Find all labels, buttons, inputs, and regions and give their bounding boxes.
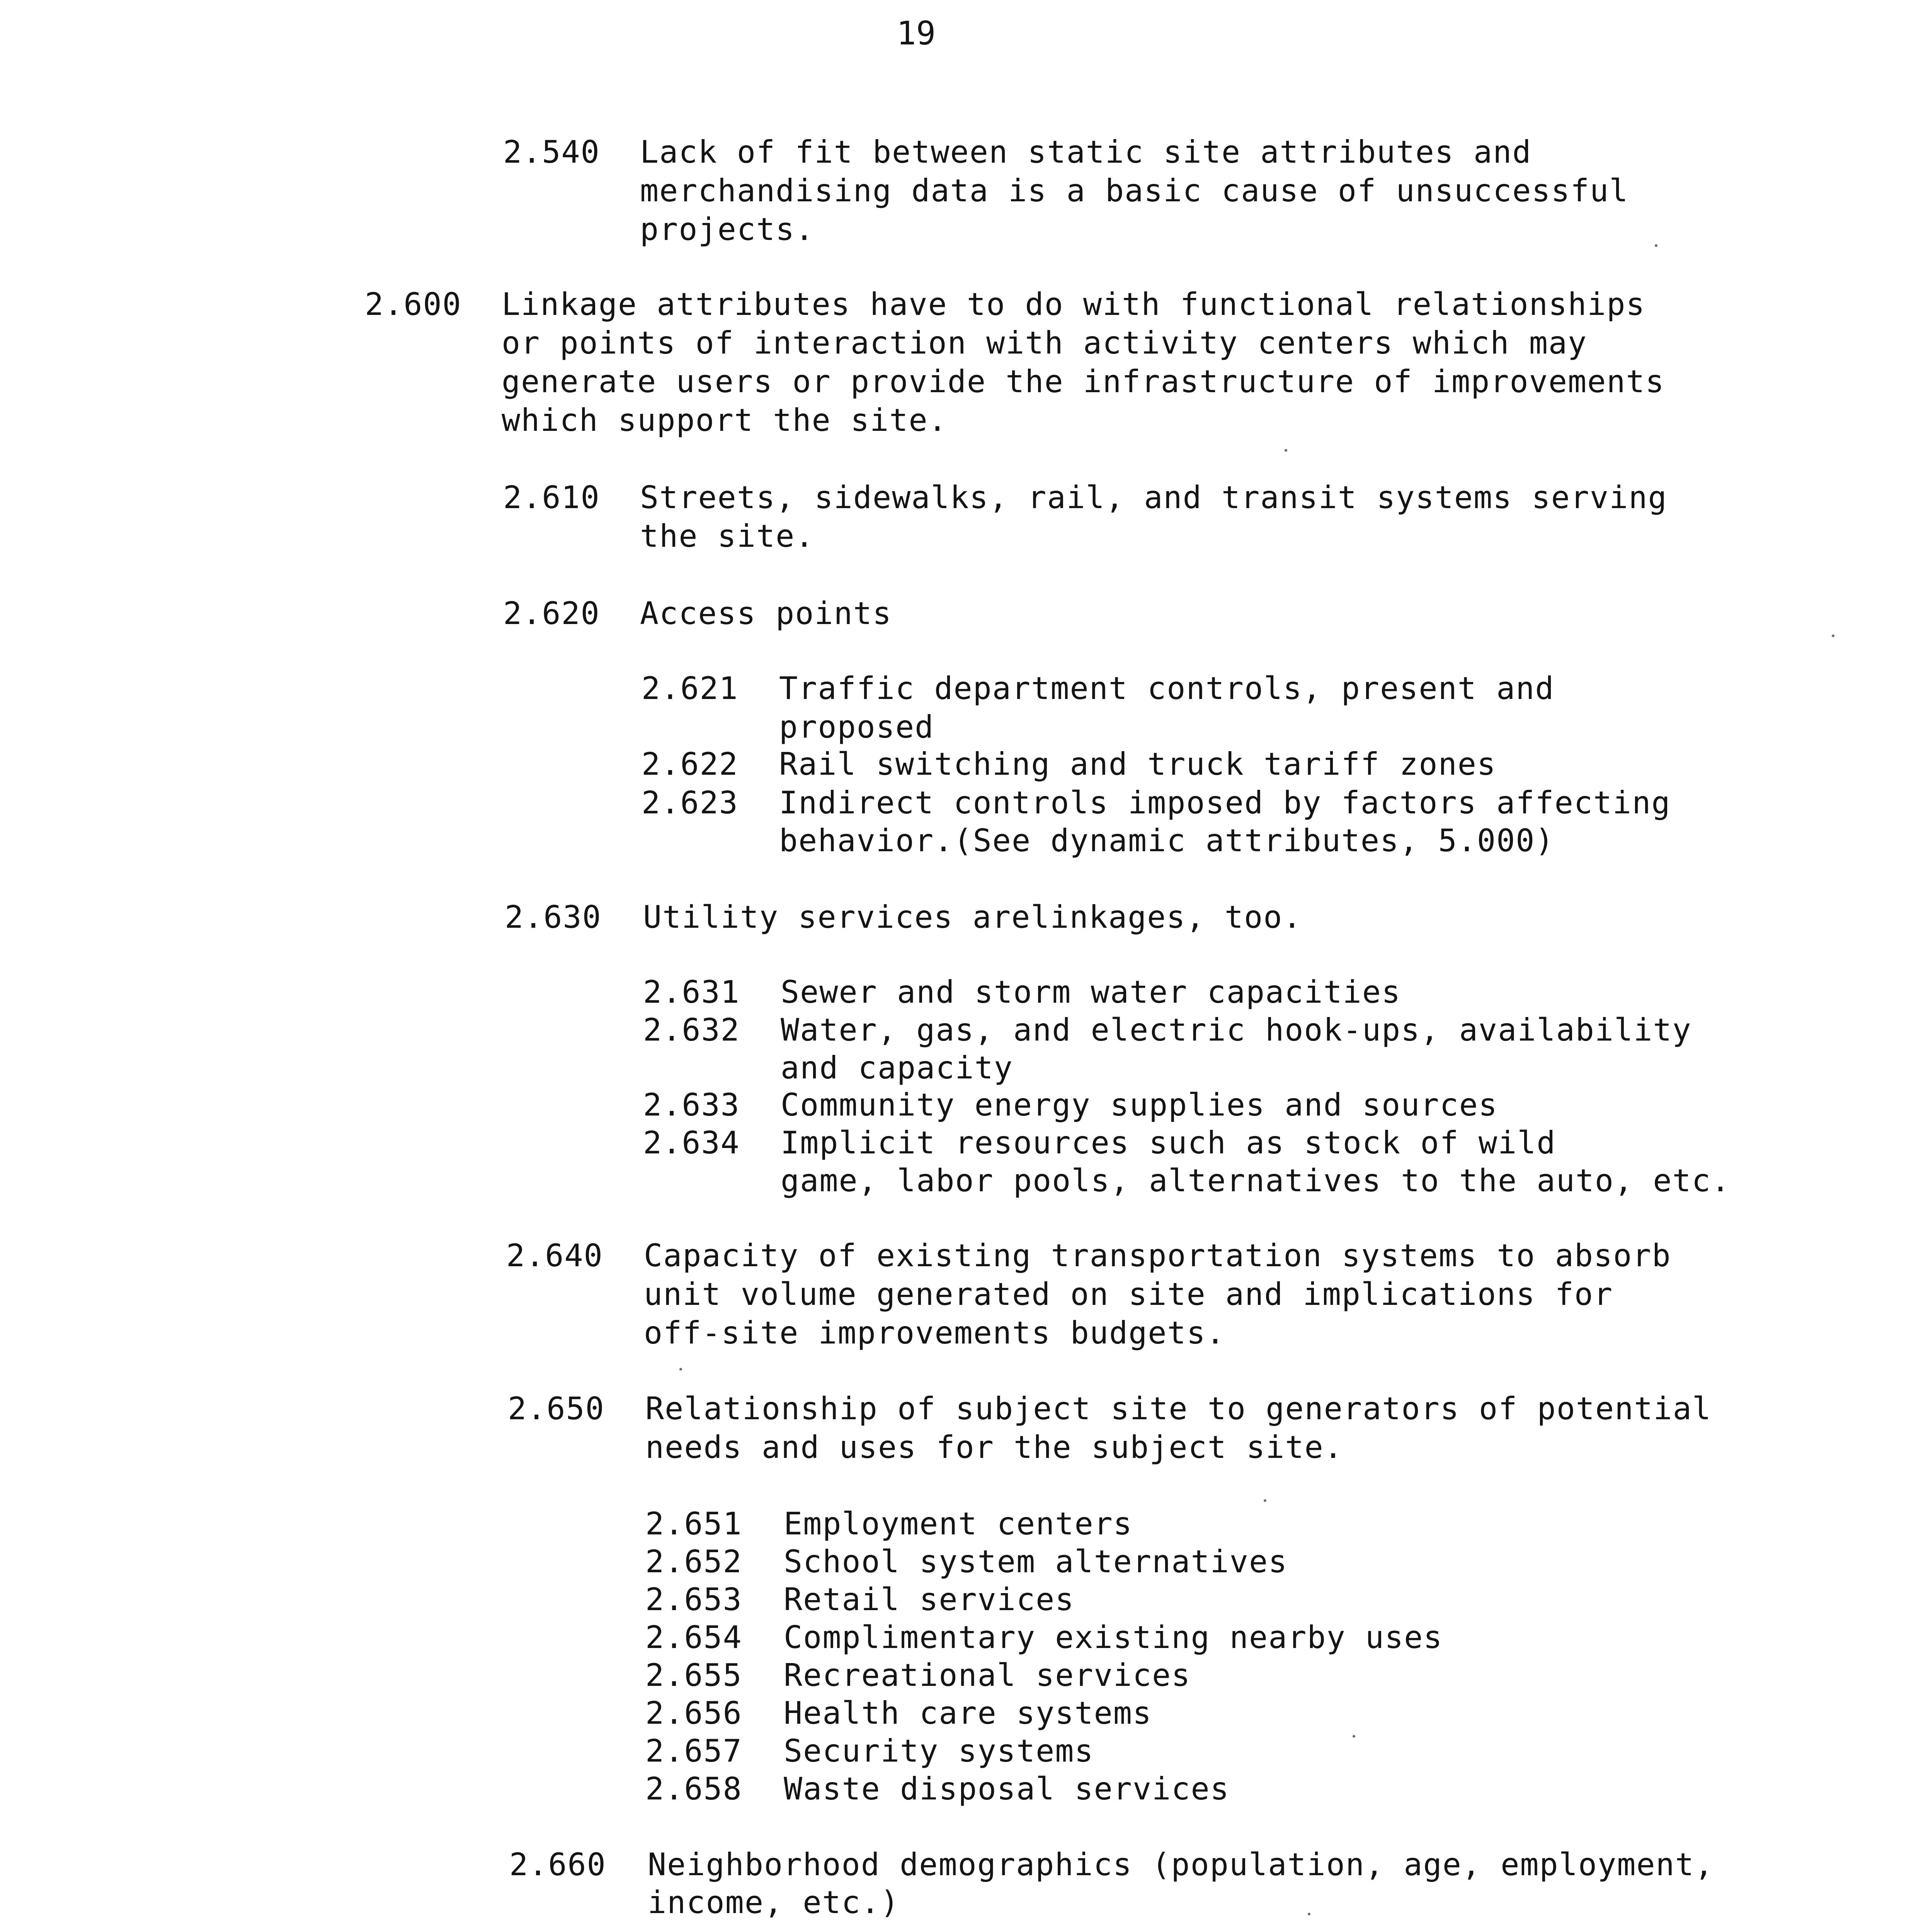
scan-speck <box>1655 244 1657 247</box>
entry-number: 2.632 <box>643 1012 740 1048</box>
entry-text-line: Security systems <box>784 1733 1094 1769</box>
entry-text-line: the site. <box>640 518 815 554</box>
entry-number: 2.600 <box>365 286 462 322</box>
entry-text-line: off-site improvements budgets. <box>644 1315 1225 1351</box>
entry-text-line: generate users or provide the infrastructure of improvements <box>502 364 1665 400</box>
entry-text-line: and capacity <box>781 1050 1013 1086</box>
entry-number: 2.640 <box>506 1238 603 1274</box>
entry-text-line: Retail services <box>784 1582 1075 1617</box>
entry-number: 2.650 <box>508 1391 605 1427</box>
entry-number: 2.654 <box>645 1619 742 1655</box>
entry-number: 2.656 <box>645 1695 742 1731</box>
entry-number: 2.621 <box>642 670 738 706</box>
entry-text-line: Health care systems <box>784 1695 1152 1731</box>
entry-number: 2.634 <box>643 1125 740 1161</box>
entry-number: 2.633 <box>643 1087 740 1123</box>
entry-text-line: proposed <box>779 709 934 745</box>
entry-number: 2.657 <box>645 1733 742 1769</box>
entry-number: 2.540 <box>503 134 600 170</box>
entry-text-line: Rail switching and truck tariff zones <box>779 746 1497 782</box>
entry-number: 2.653 <box>645 1582 742 1617</box>
entry-text-line: unit volume generated on site and implications for <box>644 1276 1613 1312</box>
entry-number: 2.630 <box>505 899 602 935</box>
scan-speck <box>1832 634 1834 637</box>
entry-number: 2.652 <box>645 1544 742 1580</box>
entry-text-line: Sewer and storm water capacities <box>781 974 1401 1010</box>
entry-text-line: Streets, sidewalks, rail, and transit systems serving <box>640 480 1668 515</box>
entry-text-line: merchandising data is a basic cause of unsuccessful <box>640 173 1629 209</box>
page-number: 19 <box>897 14 936 52</box>
entry-number: 2.651 <box>645 1506 742 1542</box>
entry-number: 2.623 <box>642 785 738 821</box>
entry-text-line: Implicit resources such as stock of wild <box>781 1125 1556 1161</box>
entry-text-line: Indirect controls imposed by factors affecting <box>779 785 1671 821</box>
entry-number: 2.631 <box>643 974 740 1010</box>
entry-text-line: Recreational services <box>784 1657 1191 1693</box>
entry-text-line: Complimentary existing nearby uses <box>784 1619 1443 1655</box>
entry-number: 2.620 <box>503 595 600 631</box>
entry-number: 2.610 <box>503 480 600 515</box>
entry-text-line: Linkage attributes have to do with functional relationships <box>502 286 1645 322</box>
entry-number: 2.655 <box>645 1657 742 1693</box>
entry-number: 2.660 <box>509 1847 606 1883</box>
scan-speck <box>1353 1735 1355 1738</box>
entry-text-line: needs and uses for the subject site. <box>645 1429 1343 1465</box>
scan-speck <box>1308 1913 1310 1915</box>
entry-text-line: game, labor pools, alternatives to the auto, etc. <box>781 1163 1731 1199</box>
entry-text-line: Traffic department controls, present and <box>779 670 1555 706</box>
scan-speck <box>679 1368 682 1371</box>
entry-text-line: projects. <box>640 211 815 247</box>
scan-speck <box>1285 449 1287 452</box>
entry-text-line: Capacity of existing transportation systems to absorb <box>644 1238 1671 1274</box>
entry-number: 2.658 <box>645 1771 742 1807</box>
entry-text-line: Water, gas, and electric hook-ups, availability <box>781 1012 1692 1048</box>
entry-text-line: Lack of fit between static site attributes and <box>640 134 1532 170</box>
entry-text-line: Access points <box>640 595 892 631</box>
entry-text-line: behavior.(See dynamic attributes, 5.000) <box>779 823 1555 859</box>
entry-text-line: Utility services arelinkages, too. <box>643 899 1302 935</box>
entry-text-line: which support the site. <box>502 402 948 438</box>
entry-text-line: Employment centers <box>784 1506 1133 1542</box>
entry-number: 2.622 <box>642 746 738 782</box>
entry-text-line: income, etc.) <box>648 1884 900 1920</box>
scan-speck <box>1264 1499 1266 1502</box>
entry-text-line: Community energy supplies and sources <box>781 1087 1498 1123</box>
entry-text-line: or points of interaction with activity centers which may <box>502 325 1588 361</box>
entry-text-line: Waste disposal services <box>784 1771 1230 1807</box>
entry-text-line: Neighborhood demographics (population, age, employment, <box>648 1847 1714 1883</box>
entry-text-line: School system alternatives <box>784 1544 1288 1580</box>
entry-text-line: Relationship of subject site to generators of potential <box>645 1391 1712 1427</box>
